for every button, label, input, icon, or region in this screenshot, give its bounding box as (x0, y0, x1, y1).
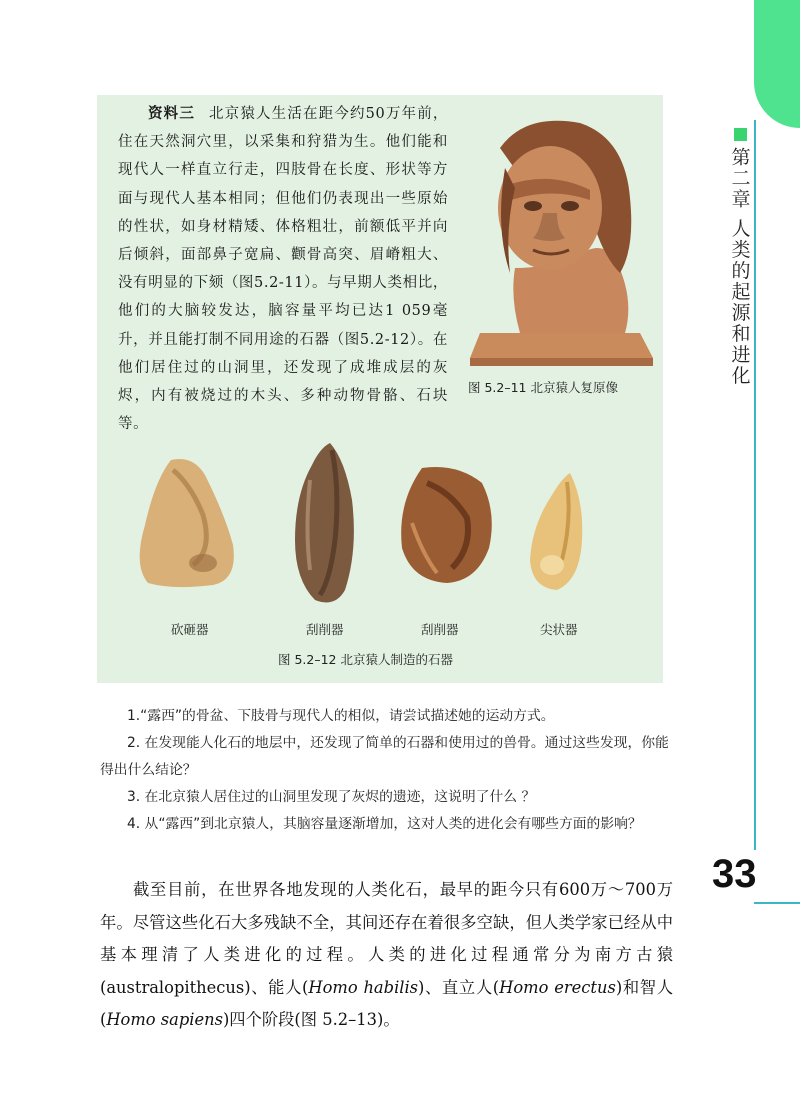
figure-12-caption: 图 5.2–12 北京猿人制造的石器 (278, 652, 453, 667)
margin-line (754, 120, 756, 850)
tool-label-scraper-2: 刮削器 (421, 622, 459, 637)
chapter-square-icon (734, 128, 747, 141)
question-item: 2. 在发现能人化石的地层中，还发现了简单的石器和使用过的兽骨。通过这些发现，你能得出什么结论？ (100, 735, 669, 778)
scraper-tool-image-1 (290, 440, 360, 610)
paragraph-text: )四个阶段(图 5.2–13)。 (222, 1010, 400, 1030)
page-number-rule (754, 902, 800, 904)
paragraph-text: 截至目前，在世界各地发现的人类化石，最早的距今只有600万～700万年。尽管这些化石大多残缺不全，其间还存在着很多空缺，但人类学家已经从中基本理清了人类进化的过程。人类的进化过程通常分为南方古猿(australopithecus)、能人( (100, 880, 673, 997)
main-paragraph (100, 874, 673, 1037)
tool-label-scraper-1: 刮削器 (306, 622, 344, 637)
species-name: Homo erectus (499, 977, 616, 997)
question-item: 3. 在北京猿人居住过的山洞里发现了灰烬的遗迹，这说明了什么 ？ (127, 789, 536, 805)
point-tool-image (522, 470, 592, 595)
chopper-tool-image (133, 455, 243, 590)
material-text (118, 100, 448, 438)
tool-label-chopper: 砍砸器 (171, 622, 209, 637)
question-item: 1.“露西”的骨盆、下肢骨与现代人的相似，请尝试描述她的运动方式。 (127, 708, 555, 724)
question-item: 4. 从“露西”到北京猿人，其脑容量逐渐增加，这对人类的进化会有哪些方面的影响？ (127, 816, 642, 832)
peking-man-bust-image (465, 108, 655, 368)
chapter-tab (754, 0, 800, 128)
page-number: 33 (712, 852, 757, 896)
paragraph-text: )、直立人( (418, 977, 500, 997)
material-heading: 资料三 (148, 106, 195, 122)
scraper-tool-image-2 (397, 463, 497, 588)
species-name: Homo sapiens (106, 1010, 223, 1030)
chapter-label: 第二章 人类的起源和进化 (728, 147, 751, 387)
chapter-marker (726, 128, 754, 386)
tool-label-point: 尖状器 (540, 622, 578, 637)
questions-list (100, 703, 675, 838)
material-body: 北京猿人生活在距今约50万年前，住在天然洞穴里，以采集和狩猎为生。他们能和现代人一样直立行走，四肢骨在长度、形状等方面与现代人基本相同；但他们仍表现出一些原始的性状，如身材精矮、体格粗壮，前额低平并向后倾斜，面部鼻子宽扁、颧骨高突、眉嵴粗大、没有明显的下颏（图5.2-11）。与早期人类相比，他们的大脑较发达，脑容量平均已达1 059毫升，并且能打制不同用途的石器（图5.2-12）。在他们居住过的山洞里，还发现了成堆成层的灰烬，内有被烧过的木头、多种动物骨骼、石块等。 (118, 106, 448, 433)
figure-11-caption: 图 5.2–11 北京猿人复原像 (468, 380, 618, 395)
paragraph-text: )和智人( (100, 977, 673, 1030)
species-name: Homo habilis (308, 977, 419, 997)
